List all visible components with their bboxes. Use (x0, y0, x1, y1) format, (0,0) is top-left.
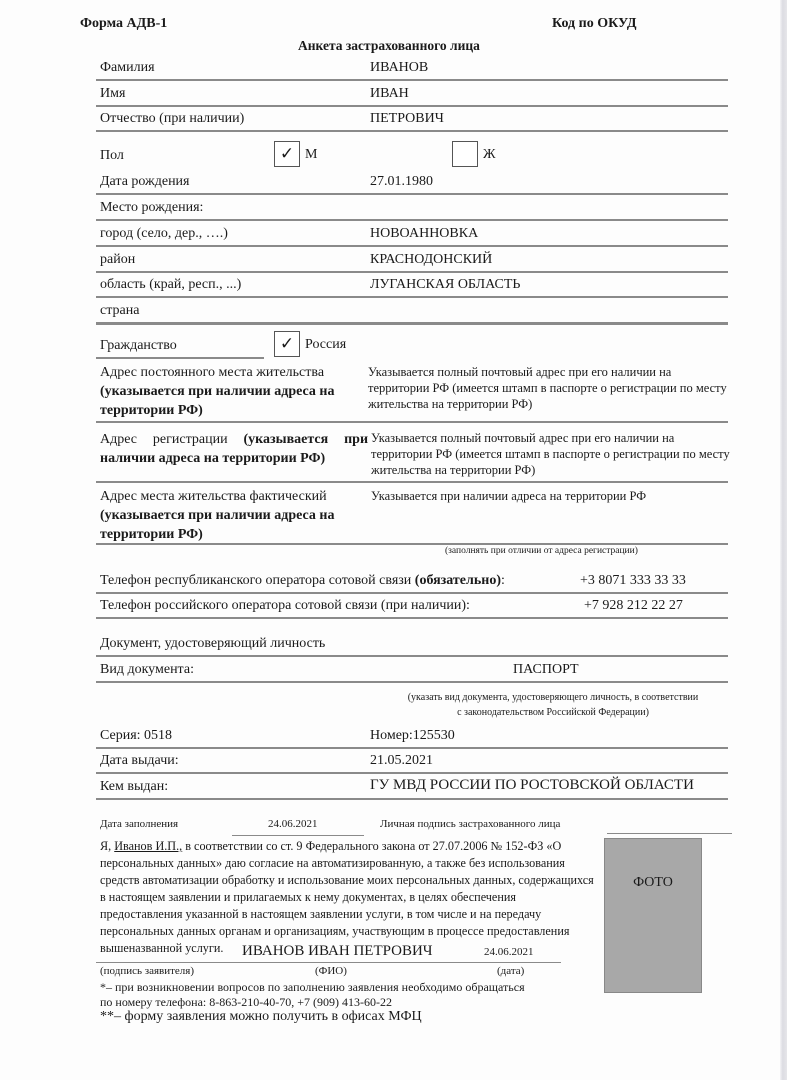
patronymic-value[interactable]: ПЕТРОВИЧ (370, 111, 444, 126)
citizenship-label: Гражданство (100, 338, 177, 353)
country-label: страна (100, 303, 140, 318)
divider (96, 219, 728, 221)
republic-phone-label: Телефон республиканского оператора сотовой связи (обязательно): (100, 573, 505, 588)
sex-female-label: Ж (483, 147, 496, 162)
divider (96, 772, 728, 774)
divider (96, 296, 728, 298)
actual-address-label: Адрес места жительства фактический (указывается при наличии адреса на территории РФ) (100, 489, 335, 542)
district-label: район (100, 252, 136, 267)
consent-full-name[interactable]: ИВАНОВ ИВАН ПЕТРОВИЧ (242, 943, 433, 959)
footnote-1-line-1: *– при возникновении вопросов по заполнению заявления необходимо обращаться (100, 980, 525, 994)
divider (96, 592, 728, 594)
issued-by-value[interactable]: ГУ МВД РОССИИ ПО РОСТОВСКОЙ ОБЛАСТИ (370, 777, 694, 793)
okud-label: Код по ОКУД (552, 16, 637, 31)
document-heading: Документ, удостоверяющий личность (100, 636, 326, 651)
caption-date: (дата) (497, 965, 525, 977)
document-type-value[interactable]: ПАСПОРТ (513, 662, 579, 677)
consent-date[interactable]: 24.06.2021 (484, 946, 534, 958)
divider (96, 130, 728, 132)
divider (96, 421, 728, 423)
republic-phone-value[interactable]: +3 8071 333 33 33 (580, 573, 686, 588)
divider (96, 655, 728, 657)
region-value[interactable]: ЛУГАНСКАЯ ОБЛАСТЬ (370, 277, 521, 292)
divider (96, 481, 728, 483)
citizenship-option: Россия (305, 337, 347, 352)
divider (96, 79, 728, 81)
document-type-label: Вид документа: (100, 662, 194, 677)
region-label: область (край, респ., ...) (100, 277, 242, 292)
registration-address-label: Адрес регистрации (указывается при наличии адреса на территории РФ) (100, 432, 369, 466)
city-value[interactable]: НОВОАННОВКА (370, 226, 479, 241)
divider (96, 245, 728, 247)
divider (96, 357, 264, 359)
fill-date-label: Дата заполнения (100, 818, 179, 830)
fill-date-value[interactable]: 24.06.2021 (268, 818, 318, 830)
document-type-hint: (указать вид документа, удостоверяющего личность, в соответствии с законодательством Российской Федерации) (407, 692, 699, 718)
city-label: город (село, дер., ….) (100, 226, 228, 241)
consent-short-name: Иванов И.П., (114, 839, 183, 853)
divider (96, 193, 728, 195)
actual-address-value[interactable]: Указывается при наличии адреса на территории РФ (371, 489, 647, 503)
name-value[interactable]: ИВАН (370, 86, 409, 101)
issue-date-value[interactable]: 21.05.2021 (370, 753, 433, 768)
form-name: Форма АДВ-1 (80, 16, 168, 31)
divider (96, 798, 728, 800)
footnote-1-line-2: по номеру телефона: 8-863-210-40-70, +7 (909) 413-60-22 (100, 995, 393, 1009)
fill-date-line (232, 835, 364, 836)
divider (96, 271, 728, 273)
caption-signature: (подпись заявителя) (100, 965, 195, 977)
caption-fio: (ФИО) (315, 965, 347, 977)
consent-text: Я, Иванов И.П., в соответствии со ст. 9 Федерального закона от 27.07.2006 № 152-ФЗ «О персональных данных» даю согласие на автоматизированную, а также без использования средств автоматизации обработку и использование моих персональных данных, содержащихся в настоящем заявлении и прилагаемых к нему документах, в целях обеспечения предоставления указанной в настоящем заявлении услуги, в том числе и на передачу персональных данных органам и организациям, участвующим в процессе предоставления вышеназванной услуги. (100, 839, 594, 955)
patronymic-label: Отчество (при наличии) (100, 111, 245, 126)
birthdate-value[interactable]: 27.01.1980 (370, 174, 433, 189)
check-icon: ✓ (279, 144, 295, 164)
surname-label: Фамилия (100, 60, 155, 75)
citizenship-checkbox[interactable] (274, 331, 300, 357)
sex-female-checkbox[interactable] (452, 141, 478, 167)
divider (96, 105, 728, 107)
name-label: Имя (100, 86, 126, 101)
russian-phone-value[interactable]: +7 928 212 22 27 (584, 598, 683, 613)
sex-label: Пол (100, 148, 124, 163)
check-icon: ✓ (279, 334, 295, 354)
district-value[interactable]: КРАСНОДОНСКИЙ (370, 252, 493, 267)
page-edge (780, 0, 787, 1080)
permanent-address-value[interactable]: Указывается полный почтовый адрес при его наличии на территории РФ (имеется штамп в паспорте о регистрации по месту жительства на территории РФ) (368, 365, 727, 411)
divider (96, 543, 728, 545)
document-series[interactable]: Серия: 0518 (100, 728, 173, 743)
sex-male-checkbox[interactable] (274, 141, 300, 167)
divider (96, 617, 728, 619)
photo-label: ФОТО (633, 875, 673, 890)
birthdate-label: Дата рождения (100, 174, 190, 189)
actual-address-hint: (заполнять при отличии от адреса регистрации) (445, 546, 638, 556)
divider (96, 681, 728, 683)
signature-line[interactable] (607, 833, 732, 834)
permanent-address-label: Адрес постоянного места жительства (указывается при наличии адреса на территории РФ) (100, 365, 335, 418)
russian-phone-label: Телефон российского оператора сотовой связи (при наличии): (100, 598, 470, 613)
issued-by-label: Кем выдан: (100, 779, 169, 794)
consent-signature-line (96, 962, 561, 963)
divider (96, 747, 728, 749)
sex-male-label: М (305, 147, 318, 162)
document-number[interactable]: Номер:125530 (370, 728, 455, 743)
birthplace-heading: Место рождения: (100, 200, 204, 215)
footnote-2: **– форму заявления можно получить в офисах МФЦ (100, 1009, 422, 1024)
registration-address-value[interactable]: Указывается полный почтовый адрес при его наличии на территории РФ (имеется штамп в паспорте о регистрации по месту жительства на территории РФ) (371, 431, 730, 477)
surname-value[interactable]: ИВАНОВ (370, 60, 429, 75)
issue-date-label: Дата выдачи: (100, 753, 179, 768)
personal-signature-label: Личная подпись застрахованного лица (380, 818, 561, 830)
divider (96, 322, 728, 325)
form-title: Анкета застрахованного лица (298, 38, 480, 53)
photo-placeholder (604, 838, 702, 993)
